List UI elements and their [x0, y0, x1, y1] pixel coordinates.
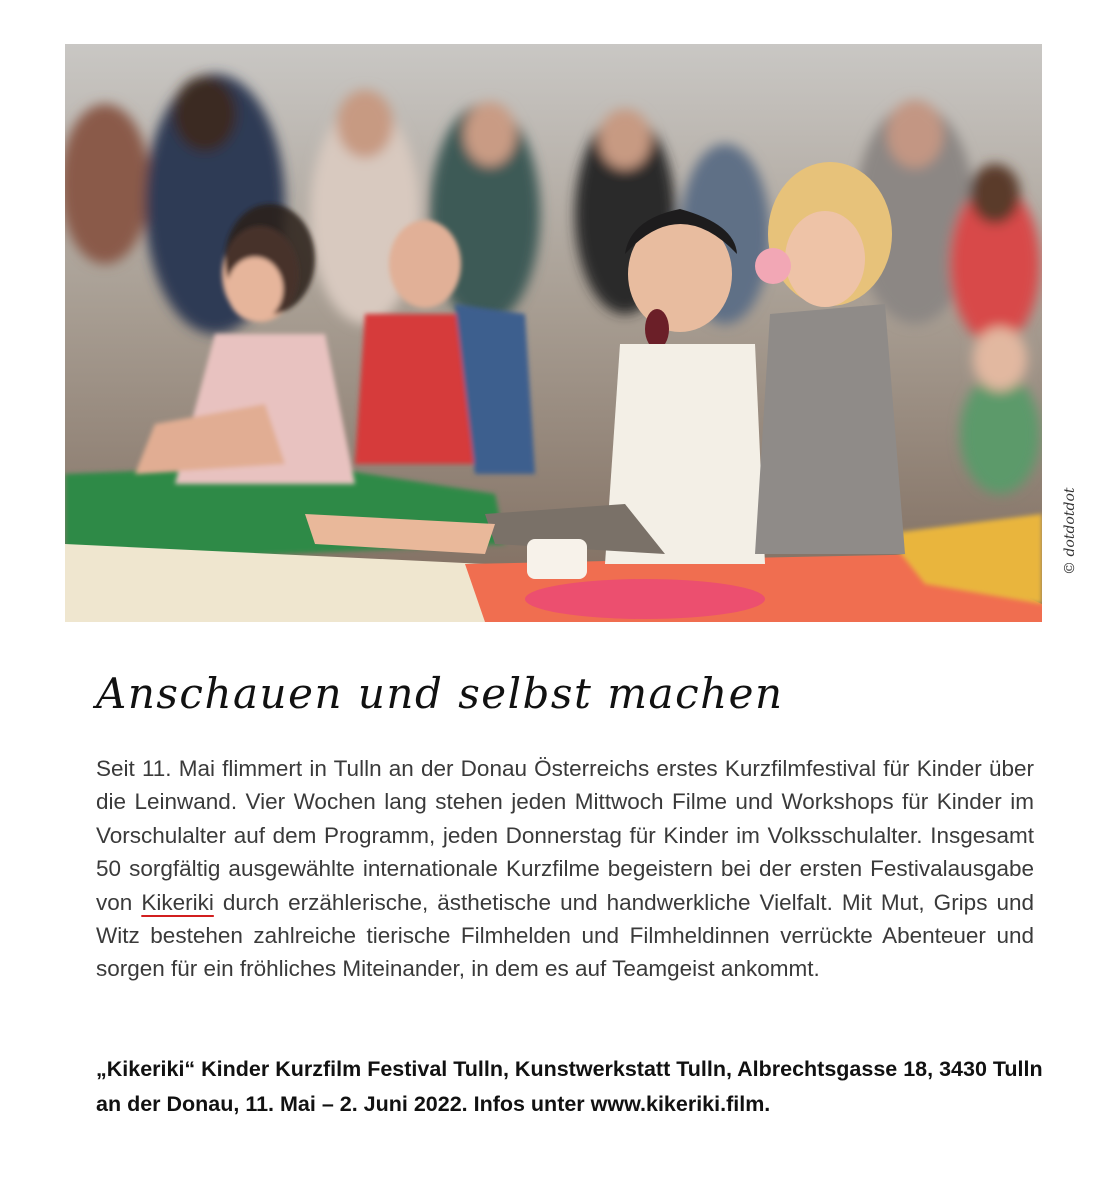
article-body-part-2: durch erzählerische, ästhetische und handwerkliche Vielfalt. Mit Mut, Grips und Witz bestehen zahlreiche tierische Filmhelden und Filmheldinnen verrückte Abenteuer und sorgen für ein fröhliches Miteinander, in dem es auf Teamgeist ankommt.	[96, 889, 1035, 982]
article-headline: Anschauen und selbst machen	[96, 669, 784, 718]
photo-credit: © dotdotdot	[1062, 487, 1078, 575]
article-body-part-1: Seit 11. Mai flimmert in Tulln an der Donau Österreichs erstes Kurzfilmfestival für Kinder über die Leinwand. Vier Wochen lang stehen jeden Mittwoch Filme und Workshops für Kinder im Vorschulalter auf dem Programm, jeden Donnerstag für Kinder im Volksschulalter. Insgesamt 50 sorgfältig ausgewählte internationale Kurzfilme begeistern bei der ersten Festivalausgabe von	[96, 756, 1034, 915]
festival-photo	[65, 44, 1042, 622]
photo-illustration	[65, 44, 1042, 622]
kikeriki-link[interactable]: Kikeriki	[141, 889, 214, 915]
festival-info: „Kikeriki“ Kinder Kurzfilm Festival Tulln, Kunstwerkstatt Tulln, Albrechtsgasse 18, 3430 Tulln an der Donau, 11. Mai – 2. Juni 2022. Infos unter www.kikeriki.film.	[96, 1057, 1043, 1116]
article-body	[96, 752, 1034, 986]
